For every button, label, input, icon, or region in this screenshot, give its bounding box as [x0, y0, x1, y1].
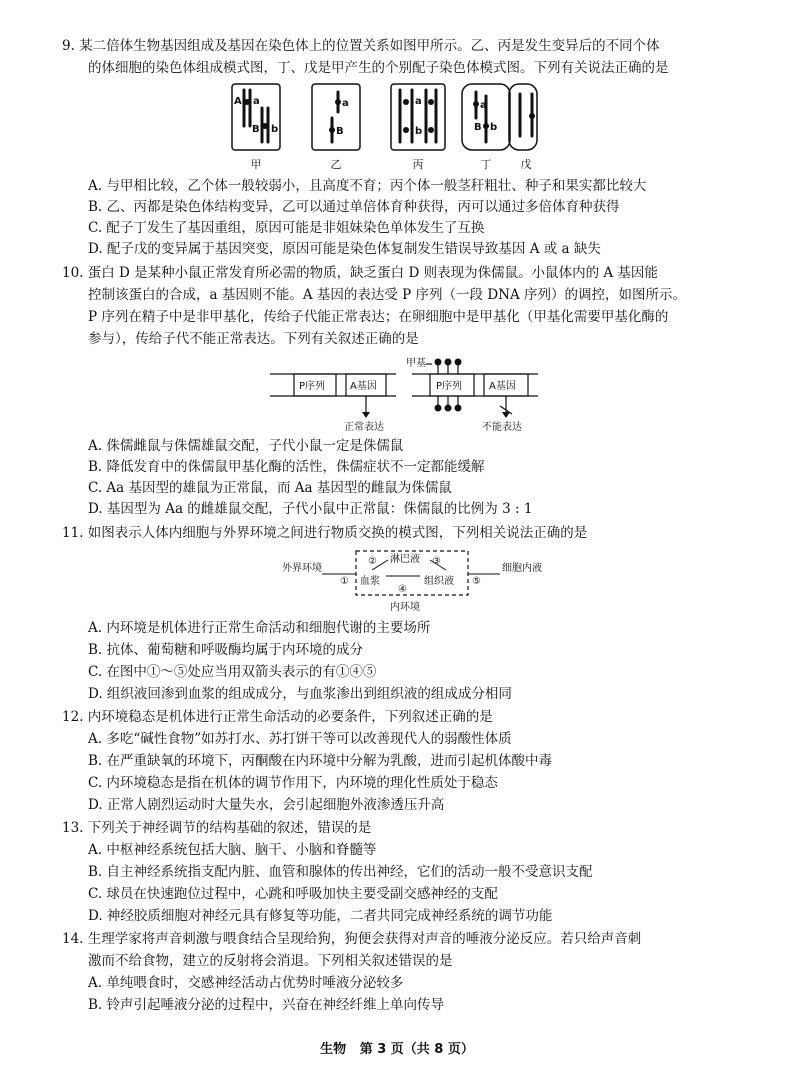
q12-option-d: D. 正常人剧烈运动时大量失水，会引起细胞外液渗透压升高	[88, 797, 445, 813]
q9-option-d: D. 配子戊的变异属于基因突变，原因可能是染色体复制发生错误导致基因 A 或 a 缺失	[88, 241, 601, 257]
yi-gene-a: a	[342, 98, 349, 109]
q10-stem-line4: 参与），传给子代不能正常表达。下列有关叙述正确的是	[88, 331, 419, 347]
box-yi	[312, 84, 360, 150]
internal-environment-label: 内环境	[390, 602, 420, 613]
label-wu: 戊	[520, 158, 532, 171]
q10-option-a: A. 侏儒雌鼠与侏儒雄鼠交配，子代小鼠一定是侏儒鼠	[88, 438, 404, 454]
methyl-label: 甲基	[406, 358, 426, 369]
num-2: ②	[368, 556, 377, 567]
q12-stem: 12. 内环境稳态是机体进行正常生命活动的必要条件，下列叙述正确的是	[62, 709, 493, 725]
q13-option-a: A. 中枢神经系统包括大脑、脑干、小脑和脊髓等	[88, 842, 377, 858]
ding-gene-a: a	[480, 100, 487, 111]
q11-option-d: D. 组织液回渗到血浆的组成成分，与血浆渗出到组织液的组成成分相同	[88, 686, 512, 702]
intracellular-fluid-label: 细胞内液	[502, 563, 542, 574]
yi-gene-B: B	[336, 126, 344, 137]
q13-stem: 13. 下列关于神经调节的结构基础的叙述，错误的是	[62, 820, 372, 836]
q10-stem-line2: 控制该蛋白的合成，a 基因则不能。A 基因的表达受 P 序列（一段 DNA 序列）的调控，如图所示。	[88, 287, 687, 303]
q12-option-b: B. 在严重缺氧的环境下，丙酮酸在内环境中分解为乳酸，进而引起机体酸中毒	[88, 753, 553, 769]
q11-internal-environment-figure	[282, 548, 552, 614]
p-seq-label-2: P序列	[436, 381, 463, 392]
ding-gene-b: b	[490, 122, 498, 133]
q11-option-a: A. 内环境是机体进行正常生命活动和细胞代谢的主要场所	[88, 620, 431, 636]
q9-option-b: B. 乙、丙都是染色体结构变异，乙可以通过单倍体育种获得，丙可以通过多倍体育种获得	[88, 199, 620, 215]
num-3: ③	[432, 556, 441, 567]
gene-B-label: B	[252, 124, 260, 135]
q14-stem-line2: 激而不给食物，建立的反射将会消退。下列相关叙述错误的是	[88, 953, 453, 969]
outside-environment-label: 外界环境	[282, 563, 322, 574]
q9-option-a: A. 与甲相比较，乙个体一般较弱小，且高度不育；丙个体一般茎秆粗壮、种子和果实都比较大	[88, 178, 647, 194]
q14-stem-line1: 14. 生理学家将声音刺激与喂食结合呈现给狗，狗便会获得对声音的唾液分泌反应。若只给声音刺	[62, 931, 642, 947]
q10-stem-line1: 10. 蛋白 D 是某种小鼠正常发育所必需的物质，缺乏蛋白 D 则表现为侏儒鼠。小鼠体内的 A 基因能	[62, 265, 658, 281]
gene-A-label: A	[234, 96, 242, 107]
plasma-label: 血浆	[360, 576, 380, 587]
q14-option-a: A. 单纯喂食时，交感神经活动占优势时唾液分泌较多	[88, 975, 404, 991]
footer-page-number: 第 3 页（共 8 页）	[359, 1042, 474, 1057]
q10-stem-line3: P 序列在精子中是非甲基化，传给子代能正常表达；在卵细胞中是甲基化（甲基化需要甲基化酶的	[88, 309, 669, 325]
q13-option-c: C. 球员在快速跑位过程中，心跳和呼吸加快主要受副交感神经的支配	[88, 886, 498, 902]
q14-option-b: B. 铃声引起唾液分泌的过程中，兴奋在神经纤维上单向传导	[88, 997, 445, 1013]
q9-stem-line1: 9. 某二倍体生物基因组成及基因在染色体上的位置关系如图甲所示。乙、丙是发生变异后的不同个体	[62, 38, 660, 54]
q11-option-c: C. 在图中①～⑤处应当用双箭头表示的有①④⑤	[88, 664, 377, 680]
tissue-fluid-label: 组织液	[424, 576, 454, 587]
q9-stem-line2: 的体细胞的染色体组成模式图，丁、戊是甲产生的个别配子染色体模式图。下列有关说法正确的是	[88, 60, 669, 76]
p-seq-label-1: P序列	[299, 381, 326, 392]
q10-option-d: D. 基因型为 Aa 的雌雄鼠交配，子代小鼠中正常鼠：侏儒鼠的比例为 3 : 1	[88, 501, 533, 517]
q11-stem: 11. 如图表示人体内细胞与外界环境之间进行物质交换的模式图，下列相关说法正确的是	[62, 525, 588, 541]
q13-option-b: B. 自主神经系统指支配内脏、血管和腺体的传出神经，它们的活动一般不受意识支配	[88, 864, 593, 880]
bing-gene-b: b	[415, 126, 423, 137]
no-expression-label: 不能表达	[482, 422, 522, 432]
a-gene-label-1: A基因	[350, 381, 377, 392]
gene-a-label: a	[253, 96, 260, 107]
label-ding: 丁	[480, 158, 492, 171]
q10-option-c: C. Aa 基因型的雄鼠为正常鼠，而 Aa 基因型的雌鼠为侏儒鼠	[88, 480, 452, 496]
q11-option-b: B. 抗体、葡萄糖和呼吸酶均属于内环境的成分	[88, 642, 364, 658]
ding-gene-B: B	[474, 122, 482, 133]
q12-option-c: C. 内环境稳态是指在机体的调节作用下，内环境的理化性质处于稳态	[88, 775, 498, 791]
num-5: ⑤	[472, 576, 481, 587]
a-gene-label-2: A基因	[489, 381, 516, 392]
lymph-label: 淋巴液	[390, 554, 420, 565]
q10-methylation-figure	[270, 352, 540, 432]
label-bing: 丙	[412, 158, 424, 171]
label-yi: 乙	[330, 158, 342, 171]
normal-expression-label: 正常表达	[344, 422, 384, 432]
q9-chromosome-figure	[228, 82, 558, 174]
bing-gene-a: a	[415, 96, 422, 107]
page-footer	[0, 1038, 794, 1057]
num-4: ④	[398, 584, 407, 595]
q12-option-a: A. 多吃“碱性食物”如苏打水、苏打饼干等可以改善现代人的弱酸性体质	[88, 731, 512, 747]
footer-subject: 生物	[320, 1042, 347, 1057]
gene-b-label: b	[271, 124, 279, 135]
q10-option-b: B. 降低发育中的侏儒鼠甲基化酶的活性，侏儒症状不一定都能缓解	[88, 459, 485, 475]
num-1: ①	[340, 576, 349, 587]
q9-option-c: C. 配子丁发生了基因重组，原因可能是非姐妹染色单体发生了互换	[88, 220, 485, 236]
q13-option-d: D. 神经胶质细胞对神经元具有修复等功能，二者共同完成神经系统的调节功能	[88, 908, 553, 924]
box-jia	[232, 84, 280, 150]
label-jia: 甲	[250, 158, 262, 171]
